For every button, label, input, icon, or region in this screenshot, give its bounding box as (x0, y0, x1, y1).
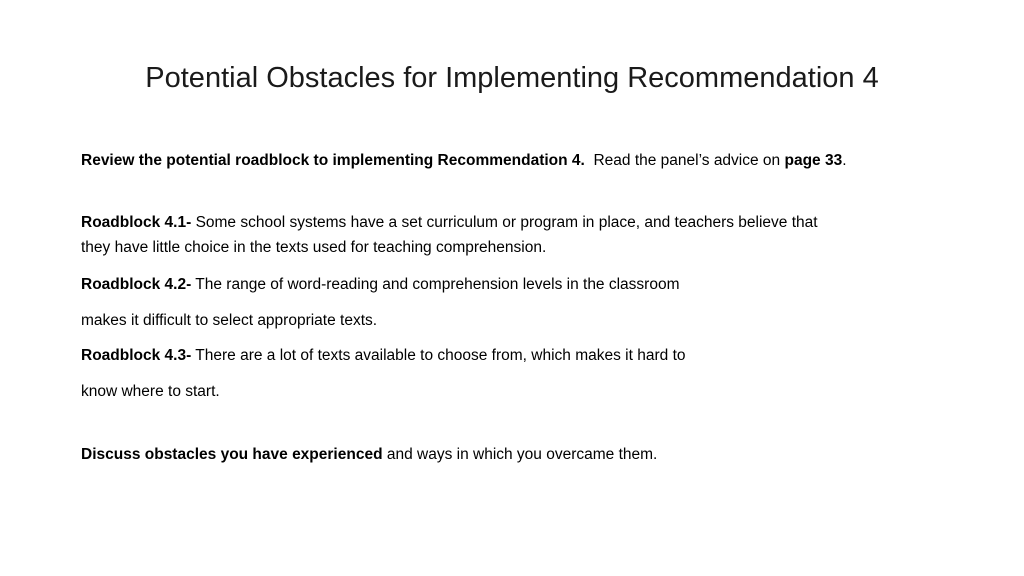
roadblock-text: Some school systems have a set curriculum or program in place, and teachers believe that (195, 214, 818, 231)
roadblock-4-2-continued (81, 308, 951, 333)
roadblock-4-1 (81, 210, 951, 260)
intro-period: . (842, 152, 847, 169)
roadblock-text-continued: know where to start. (81, 383, 220, 400)
discussion-prompt (81, 442, 951, 467)
roadblock-text-continued: they have little choice in the texts used for teaching comprehension. (81, 239, 547, 256)
roadblock-4-3-continued (81, 379, 951, 404)
roadblock-label: Roadblock 4.1- (81, 214, 192, 231)
roadblock-4-2 (81, 272, 951, 297)
roadblock-label: Roadblock 4.3- (81, 347, 192, 364)
roadblock-text-continued: makes it difficult to select appropriate texts. (81, 312, 378, 329)
slide-title: Potential Obstacles for Implementing Recommendation 4 (145, 62, 879, 94)
page-reference: page 33 (784, 152, 843, 169)
intro-text: Read the panel’s advice on (593, 152, 781, 169)
intro-bold-text: Review the potential roadblock to implementing Recommendation 4. (81, 152, 585, 169)
roadblock-text: The range of word-reading and comprehension levels in the classroom (195, 276, 680, 293)
roadblock-text: There are a lot of texts available to choose from, which makes it hard to (195, 347, 686, 364)
intro-paragraph (81, 148, 951, 173)
discussion-text: and ways in which you overcame them. (386, 446, 658, 463)
roadblock-4-3 (81, 343, 951, 368)
roadblock-label: Roadblock 4.2- (81, 276, 192, 293)
discussion-bold-text: Discuss obstacles you have experienced (81, 446, 383, 463)
